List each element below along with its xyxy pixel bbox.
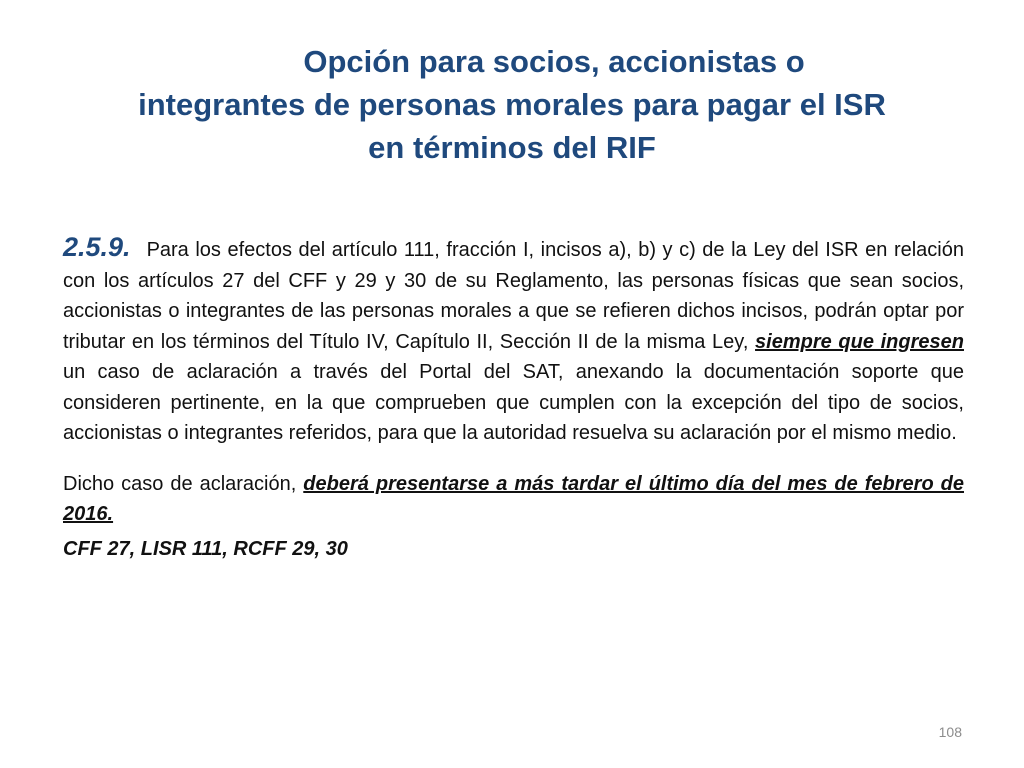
title-line-2: integrantes de personas morales para pagar el ISR: [138, 87, 886, 122]
deadline-text: Dicho caso de aclaración,: [63, 472, 304, 495]
page-number: 108: [938, 724, 962, 740]
title-line-1: Opción para socios, accionistas o: [303, 44, 805, 79]
deadline-emphasis: deberá presentarse a más tardar el último día del mes de febrero de 2016.: [63, 472, 964, 525]
rule-paragraph: [63, 232, 964, 449]
deadline-paragraph: [63, 469, 964, 530]
rule-text-b: un caso de aclaración a través del Portal del SAT, anexando la documentación soporte que consideren pertinente, en la que comprueben que cumplen con la excepción del tipo de socios, accionistas o integrantes referidos, para que la autoridad resuelva su aclaración por el mismo medio.: [63, 361, 964, 444]
rule-number: 2.5.9.: [63, 232, 131, 262]
rule-emphasis: siempre que ingresen: [755, 330, 964, 353]
slide-title: [60, 40, 964, 169]
title-line-3: en términos del RIF: [368, 130, 656, 165]
slide-body: [63, 232, 964, 564]
legal-references: CFF 27, LISR 111, RCFF 29, 30: [63, 537, 348, 560]
rule-text-a: Para los efectos del artículo 111, fracción I, incisos a), b) y c) de la Ley del ISR en relación con los artículos 27 del CFF y 29 y 30 de su Reglamento, las personas físicas que sean socios, accionistas o integrantes de las personas morales a que se refieren dichos incisos, podrán optar por tributar en los términos del Título IV, Capítulo II, Sección II de la misma Ley,: [63, 239, 964, 353]
